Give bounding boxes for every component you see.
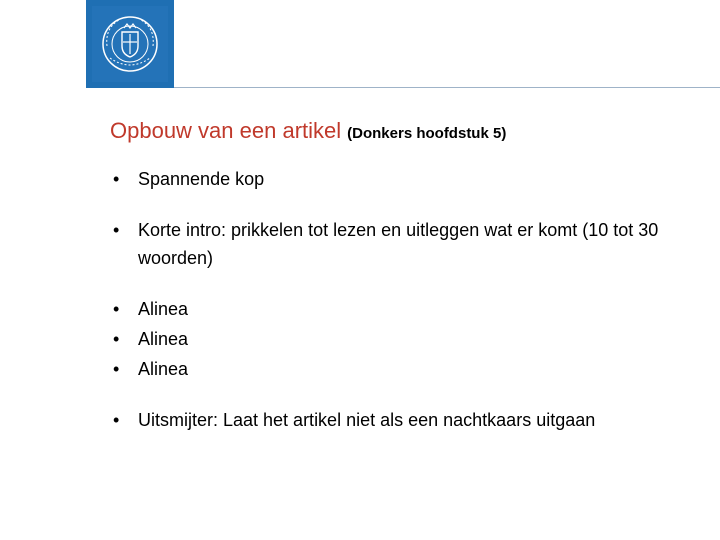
- university-logo: [92, 6, 168, 82]
- bullet-dot: •: [113, 410, 120, 430]
- bullet-text: Uitsmijter: Laat het artikel niet als een nachtkaars uitgaan: [138, 410, 596, 430]
- slide-title: [110, 118, 506, 144]
- bullet-text: Alinea: [138, 359, 189, 379]
- bullet-list: [110, 164, 710, 434]
- title-text: Opbouw van een artikel: [110, 118, 342, 143]
- bullet-item: [110, 294, 710, 324]
- seal-icon: [92, 6, 168, 82]
- bullet-item: [110, 406, 710, 434]
- title-note: (Donkers hoofdstuk 5): [347, 125, 507, 142]
- header-divider: [174, 87, 720, 88]
- bullet-dot: •: [113, 359, 120, 379]
- bullet-text: Spannende kop: [138, 169, 265, 189]
- logo-block: [86, 0, 174, 88]
- bullet-dot: •: [113, 169, 120, 189]
- bullet-dot: •: [113, 299, 120, 319]
- bullet-item: [110, 164, 710, 194]
- bullet-item: [110, 324, 710, 354]
- bullet-item: [110, 216, 710, 272]
- bullet-dot: •: [113, 220, 120, 240]
- bullet-text: Alinea: [138, 299, 189, 319]
- bullet-text: Korte intro: prikkelen tot lezen en uitleggen wat er komt (10 tot 30 woorden): [138, 220, 659, 268]
- bullet-item: [110, 354, 710, 384]
- header-band: [174, 0, 720, 87]
- bullet-text: Alinea: [138, 329, 189, 349]
- bullet-dot: •: [113, 329, 120, 349]
